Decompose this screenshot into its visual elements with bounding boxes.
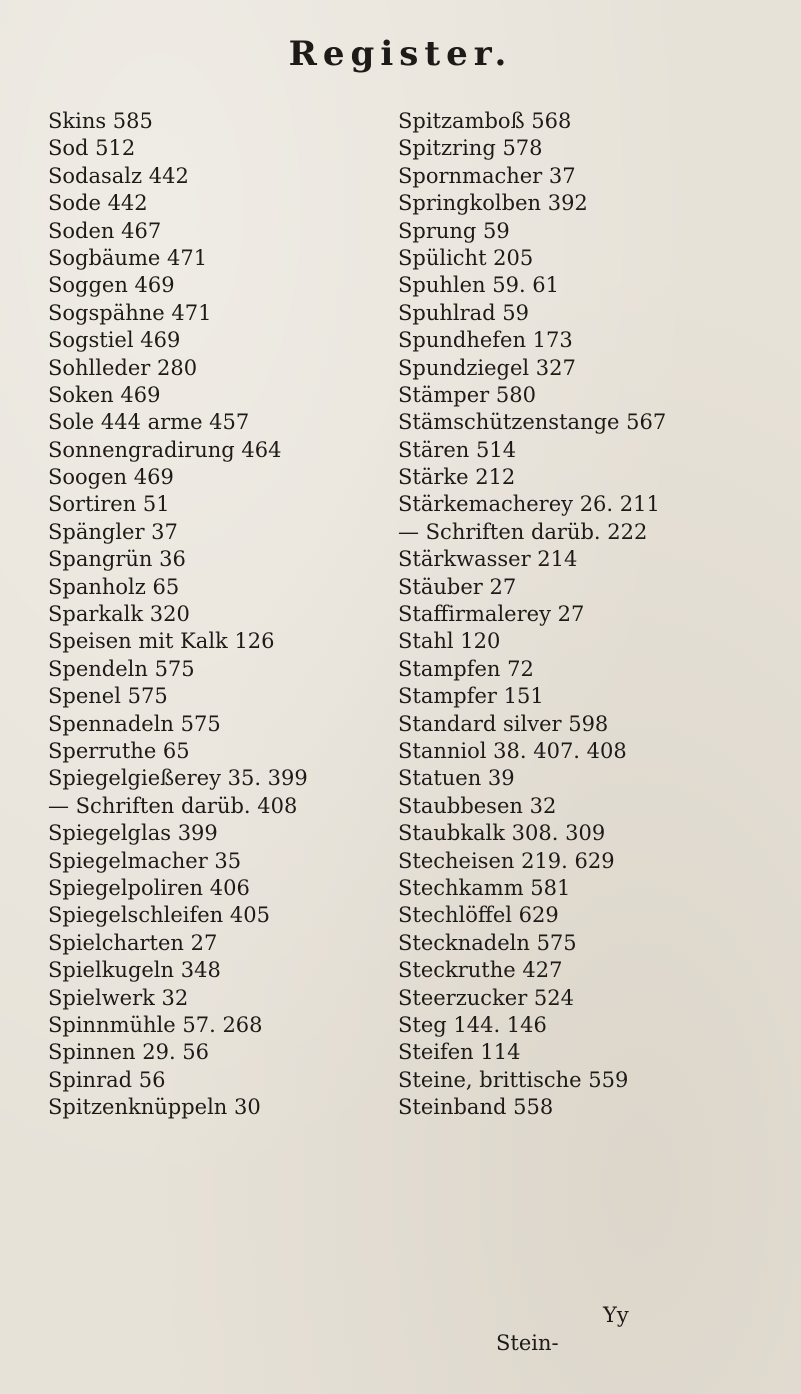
index-column-left xyxy=(48,108,398,1121)
index-entry: Spundhefen 173 xyxy=(398,328,573,353)
index-entry: Sperruthe 65 xyxy=(48,738,190,763)
index-entry: Sohlleder 280 xyxy=(48,355,198,380)
index-entry: Spiegelgießerey 35. 399 xyxy=(48,766,308,791)
index-entry: Standard silver 598 xyxy=(398,711,609,736)
index-entry: Spendeln 575 xyxy=(48,656,195,681)
index-entry: Soggen 469 xyxy=(48,273,175,298)
index-entry: Spielwerk 32 xyxy=(48,985,189,1010)
index-entry: Steinband 558 xyxy=(398,1095,554,1120)
index-entry: Spielkugeln 348 xyxy=(48,958,221,983)
index-entry: Steg 144. 146 xyxy=(398,1012,547,1037)
index-entry: Spitzamboß 568 xyxy=(398,109,572,133)
index-entry: — Schriften darüb. 222 xyxy=(398,519,648,544)
index-entry: Spinnen 29. 56 xyxy=(48,1040,210,1065)
index-entry: Spuhlen 59. 61 xyxy=(398,273,560,298)
index-entry: Spornmacher 37 xyxy=(398,163,576,188)
index-entry: Staubbesen 32 xyxy=(398,793,557,818)
index-entry: Spielcharten 27 xyxy=(48,930,218,955)
index-entry: Stämschützenstange 567 xyxy=(398,410,667,435)
index-entry: Steckruthe 427 xyxy=(398,958,563,983)
index-column-right xyxy=(398,108,793,1121)
index-entry: Spangrün 36 xyxy=(48,547,186,572)
index-entry: Spinnmühle 57. 268 xyxy=(48,1012,263,1037)
index-entry: Spitzenknüppeln 30 xyxy=(48,1095,261,1120)
index-entry: Steerzucker 524 xyxy=(398,985,575,1010)
index-entry: Spiegelschleifen 405 xyxy=(48,903,270,928)
index-entry: Spuhlrad 59 xyxy=(398,300,529,325)
index-entry: Sprung 59 xyxy=(398,218,510,243)
index-entry: Stampfen 72 xyxy=(398,656,534,681)
catchword-next: Stein- xyxy=(496,1331,559,1355)
index-entry: Soken 469 xyxy=(48,382,161,407)
index-entry: Spenel 575 xyxy=(48,684,168,709)
index-entry: — Schriften darüb. 408 xyxy=(48,793,298,818)
index-entry: Stecheisen 219. 629 xyxy=(398,848,615,873)
index-entry: Statuen 39 xyxy=(398,766,515,791)
index-entry: Spiegelpoliren 406 xyxy=(48,875,250,900)
index-entry: Stanniol 38. 407. 408 xyxy=(398,738,627,763)
index-entry: Stahl 120 xyxy=(398,629,501,654)
index-entry: Springkolben 392 xyxy=(398,191,588,216)
index-entry: Stechkamm 581 xyxy=(398,875,571,900)
index-entry: Steifen 114 xyxy=(398,1040,521,1065)
index-entry: Stärke 212 xyxy=(398,465,516,490)
index-entry: Sogspähne 471 xyxy=(48,300,212,325)
index-entry: Spiegelmacher 35 xyxy=(48,848,242,873)
index-entry: Sonnengradirung 464 xyxy=(48,437,282,462)
index-entry: Stampfer 151 xyxy=(398,684,544,709)
signature-mark: Yy xyxy=(603,1303,629,1327)
page-footer xyxy=(398,1301,778,1357)
index-entry: Sode 442 xyxy=(48,191,148,216)
index-entry: Spülicht 205 xyxy=(398,245,534,270)
page-header: Register. xyxy=(288,34,513,74)
index-entry: Spanholz 65 xyxy=(48,574,180,599)
index-entry: Stärkwasser 214 xyxy=(398,547,578,572)
index-entry: Stecknadeln 575 xyxy=(398,930,577,955)
index-entry: Skins 585 xyxy=(48,109,153,133)
index-entry: Stäuber 27 xyxy=(398,574,517,599)
index-entry: Sortiren 51 xyxy=(48,492,170,517)
index-entry: Soogen 469 xyxy=(48,465,174,490)
index-entry: Soden 467 xyxy=(48,218,162,243)
index-entry: Sod 512 xyxy=(48,136,136,161)
index-entry: Sogbäume 471 xyxy=(48,245,208,270)
index-entry: Spängler 37 xyxy=(48,519,178,544)
index-entry: Sodasalz 442 xyxy=(48,163,189,188)
index-entry: Sole 444 arme 457 xyxy=(48,410,250,435)
index-entry: Stechlöffel 629 xyxy=(398,903,559,928)
index-entry: Spundziegel 327 xyxy=(398,355,576,380)
index-entry: Staubkalk 308. 309 xyxy=(398,821,606,846)
index-entry: Sogstiel 469 xyxy=(48,328,181,353)
index-entry: Spitzring 578 xyxy=(398,136,543,161)
index-entry: Stärkemacherey 26. 211 xyxy=(398,492,660,517)
index-entry: Spennadeln 575 xyxy=(48,711,221,736)
index-entry: Sparkalk 320 xyxy=(48,602,190,627)
index-entry: Spiegelglas 399 xyxy=(48,821,218,846)
index-entry: Stämper 580 xyxy=(398,382,536,407)
index-entry: Steine, brittische 559 xyxy=(398,1067,629,1092)
index-entry: Stären 514 xyxy=(398,437,517,462)
index-entry: Staffirmalerey 27 xyxy=(398,602,585,627)
index-entry: Spinrad 56 xyxy=(48,1067,166,1092)
index-entry: Speisen mit Kalk 126 xyxy=(48,629,275,654)
